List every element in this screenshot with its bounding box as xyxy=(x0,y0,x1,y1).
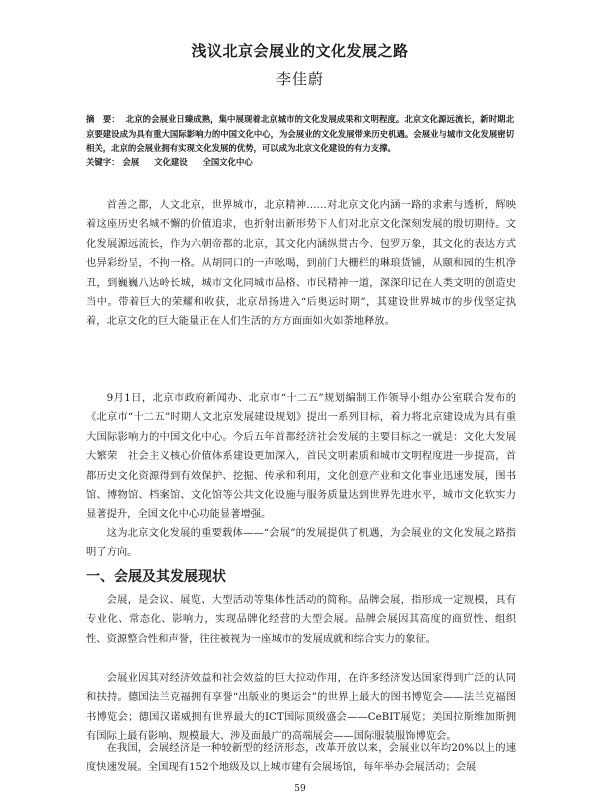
keywords xyxy=(86,156,514,168)
abstract xyxy=(86,112,514,156)
body-paragraph: 这为北京文化发展的重要载体——“会展”的发展提供了机遇，为会展业的文化发展之路指明了方向。 xyxy=(86,527,516,559)
article-title: 浅议北京会展业的文化发展之路 xyxy=(191,42,409,60)
body-paragraph: 在我国，会展经济是一种较新型的经济形态，改革开放以来，会展业以年均20%以上的速度快速发展。全国现有152个地级及以上城市建有会展场馆，每年举办会展活动；会展 xyxy=(86,742,516,774)
keywords-label: 关键字： xyxy=(86,157,120,167)
keyword: 会展 xyxy=(122,157,140,167)
abstract-text: 北京的会展业日臻成熟，集中展现着北京城市的文化发展成果和文明程度。北京文化源远流长，新时期北京要建设成为具有重大国际影响力的中国文化中心，为会展业的文化发展带来历史机遇。会展业与城市文化发展密切相关，北京的会展业拥有实现文化发展的优势，可以成为北京文化建设的有力支撑。 xyxy=(86,114,514,154)
body-paragraph: 9月1日，北京市政府新闻办、北京市“十二五”规划编制工作领导小组办公室联合发布的《北京市“十二五”时期人文北京发展建设规划》提出一系列目标，着力将北京建设成为具有重大国际影响力的中国文化中心。今后五年首都经济社会发展的主要目标之一就是：文化大发展大繁荣 社会主义核心价值体系建设更加深入，首民文明素质和城市文明程度进一步提高，首都历史文化资源得到有效保护、挖掘、传承和利用，文化创意产业和文化事业迅速发展，图书馆、博物馆、档案馆、文化馆等公共文化设施与服务质量达到世界先进水平，城市文化软实力显著提升，全国文化中心功能显著增强。 xyxy=(86,392,516,521)
keyword: 全国文化中心 xyxy=(202,157,253,167)
author-name: 李佳蔚 xyxy=(275,70,324,88)
body-paragraph: 会展，是会议、展览、大型活动等集体性活动的简称。品牌会展，指形成一定规模，具有专业化、常态化、影响力，实现品牌化经营的大型会展。品牌会展因其高度的商贸性、组织性、资源整合性和声誉，往往被视为一座城市的发展成就和综合实力的象征。 xyxy=(86,594,516,645)
keyword: 文化建设 xyxy=(154,157,188,167)
body-paragraph: 首善之都，人文北京，世界城市，北京精神……对北京文化内涵一路的求索与透析，辉映着这座历史名城不懈的价值追求，也折射出新形势下人们对北京文化深刻发展的殷切期待。文化发展源远流长，作为六朝帝都的北京，其文化内涵纵贯古今、包罗万象，其文化的表达方式也异彩纷呈，不拘一格。从胡同口的一声吆喝，到前门大栅栏的琳琅货铺，从颐和园的生机净丑，到巍巍八达岭长城，城市文化同城市品格、市民精神一道，深深印记在人类文明的创造史当中。带着巨大的荣耀和收获，北京昂扬进入“后奥运时期”，其建设世界城市的步伐坚定执着，北京文化的巨大能量正在人们生活的方方面面如火如荼地释放。 xyxy=(86,199,516,328)
section-heading: 一、会展及其发展现状 xyxy=(86,569,226,585)
body-paragraph: 会展业因其对经济效益和社会效益的巨大拉动作用，在许多经济发达国家得到广泛的认同和扶持。德国法兰克福拥有享誉“出版业的奥运会”的世界上最大的图书博览会——法兰克福图书博览会；德国汉诺威拥有世界最大的ICT国际顶级盛会——CeBIT展览；美国拉斯维加斯拥有国际上最有影响、规模最大、涉及面最广的高端展会——国际服装服饰博览会。 xyxy=(86,672,516,743)
abstract-label: 摘 要： xyxy=(86,114,120,124)
page-number: 59 xyxy=(294,784,306,794)
